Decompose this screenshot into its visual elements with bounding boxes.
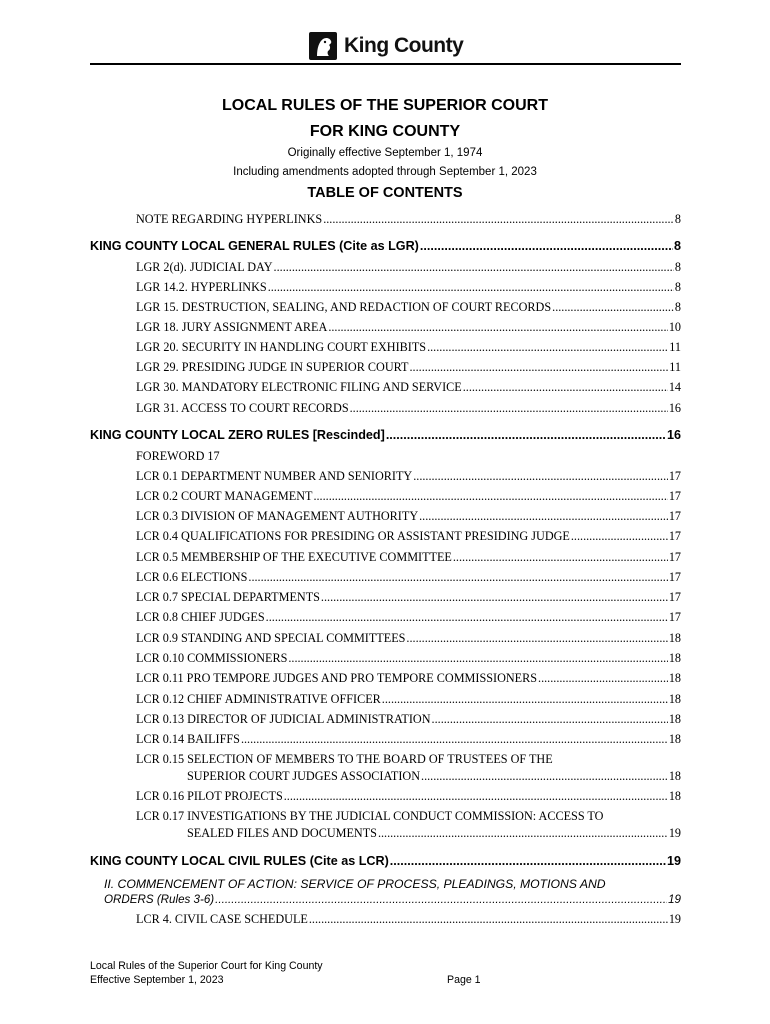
toc-entry[interactable]: LCR 0.6 ELECTIONS ..... 17 <box>136 569 681 585</box>
toc-entry[interactable]: LGR 30. MANDATORY ELECTRONIC FILING AND SERVICE ..... 14 <box>136 379 681 395</box>
toc-section-zero[interactable]: KING COUNTY LOCAL ZERO RULES [Rescinded] ..... 16 <box>90 427 681 443</box>
toc-entry[interactable]: LGR 29. PRESIDING JUDGE IN SUPERIOR COURT ..... 11 <box>136 359 681 375</box>
toc-entry[interactable]: LCR 0.2 COURT MANAGEMENT ..... 17 <box>136 488 681 504</box>
toc-entry[interactable]: LCR 4. CIVIL CASE SCHEDULE ..... 19 <box>136 911 681 927</box>
toc-section-lgr[interactable]: KING COUNTY LOCAL GENERAL RULES (Cite as LGR) ..... 8 <box>90 238 681 254</box>
toc-entry-line1[interactable]: LCR 0.17 INVESTIGATIONS BY THE JUDICIAL CONDUCT COMMISSION: ACCESS TO <box>136 809 604 823</box>
toc-entry[interactable]: LCR 0.14 BAILIFFS ..... 18 <box>136 731 681 747</box>
toc-entry[interactable]: LCR 0.4 QUALIFICATIONS FOR PRESIDING OR ASSISTANT PRESIDING JUDGE ..... 17 <box>136 528 681 544</box>
footer-effective: Effective September 1, 2023 <box>90 974 224 986</box>
king-county-logo <box>308 30 463 62</box>
toc-entry[interactable]: LGR 2(d). JUDICIAL DAY ..... 8 <box>136 259 681 275</box>
toc-entry[interactable]: LCR 0.5 MEMBERSHIP OF THE EXECUTIVE COMMITTEE ..... 17 <box>136 549 681 565</box>
toc-entry-line1[interactable]: LCR 0.15 SELECTION OF MEMBERS TO THE BOARD OF TRUSTEES OF THE <box>136 752 553 766</box>
toc-entry[interactable]: LCR 0.11 PRO TEMPORE JUDGES AND PRO TEMPORE COMMISSIONERS ..... 18 <box>136 670 681 686</box>
toc-entry[interactable]: LGR 14.2. HYPERLINKS ..... 8 <box>136 279 681 295</box>
toc-entry[interactable]: LCR 0.7 SPECIAL DEPARTMENTS ..... 17 <box>136 589 681 605</box>
toc-entry[interactable]: LCR 0.10 COMMISSIONERS ..... 18 <box>136 650 681 666</box>
doc-amendments: Including amendments adopted through September 1, 2023 <box>233 166 537 178</box>
toc-subsection-line1[interactable]: II. COMMENCEMENT OF ACTION: SERVICE OF PROCESS, PLEADINGS, MOTIONS AND <box>104 877 606 891</box>
toc-entry[interactable]: LGR 15. DESTRUCTION, SEALING, AND REDACTION OF COURT RECORDS ..... 8 <box>136 299 681 315</box>
toc-entry[interactable]: NOTE REGARDING HYPERLINKS ..... 8 <box>136 211 681 227</box>
doc-title-line2: FOR KING COUNTY <box>309 123 461 140</box>
toc-subsection[interactable]: ORDERS (Rules 3-6) ..... 19 <box>104 892 681 908</box>
toc-foreword[interactable]: FOREWORD 17 <box>136 449 220 463</box>
toc-section-civil[interactable]: KING COUNTY LOCAL CIVIL RULES (Cite as LCR) ..... 19 <box>90 853 681 869</box>
doc-title-line1: LOCAL RULES OF THE SUPERIOR COURT <box>222 97 548 114</box>
toc-entry[interactable]: LGR 20. SECURITY IN HANDLING COURT EXHIBITS ..... 11 <box>136 339 681 355</box>
footer-page-number: Page 1 <box>447 974 481 986</box>
toc-entry[interactable]: LCR 0.13 DIRECTOR OF JUDICIAL ADMINISTRATION ..... 18 <box>136 711 681 727</box>
logo-text: King County <box>344 34 464 57</box>
toc-entry[interactable]: SEALED FILES AND DOCUMENTS ..... 19 <box>187 825 681 841</box>
toc-entry[interactable]: LCR 0.8 CHIEF JUDGES ..... 17 <box>136 609 681 625</box>
toc-entry[interactable]: LCR 0.12 CHIEF ADMINISTRATIVE OFFICER ..... 18 <box>136 691 681 707</box>
toc-entry[interactable]: LCR 0.9 STANDING AND SPECIAL COMMITTEES ..... 18 <box>136 630 681 646</box>
footer-doc-name: Local Rules of the Superior Court for King County <box>90 960 323 972</box>
toc-entry[interactable]: LGR 18. JURY ASSIGNMENT AREA ..... 10 <box>136 319 681 335</box>
toc-entry[interactable]: LGR 31. ACCESS TO COURT RECORDS ..... 16 <box>136 400 681 416</box>
doc-effective-date: Originally effective September 1, 1974 <box>287 147 483 159</box>
toc-entry[interactable]: LCR 0.1 DEPARTMENT NUMBER AND SENIORITY ..... 17 <box>136 468 681 484</box>
toc-entry[interactable]: LCR 0.16 PILOT PROJECTS ..... 18 <box>136 788 681 804</box>
toc-entry[interactable]: SUPERIOR COURT JUDGES ASSOCIATION ..... 18 <box>187 768 681 784</box>
king-county-logo-icon <box>308 30 340 62</box>
header-divider <box>90 63 681 65</box>
toc-entry[interactable]: LCR 0.3 DIVISION OF MANAGEMENT AUTHORITY ..... 17 <box>136 508 681 524</box>
toc-heading: TABLE OF CONTENTS <box>307 185 463 201</box>
